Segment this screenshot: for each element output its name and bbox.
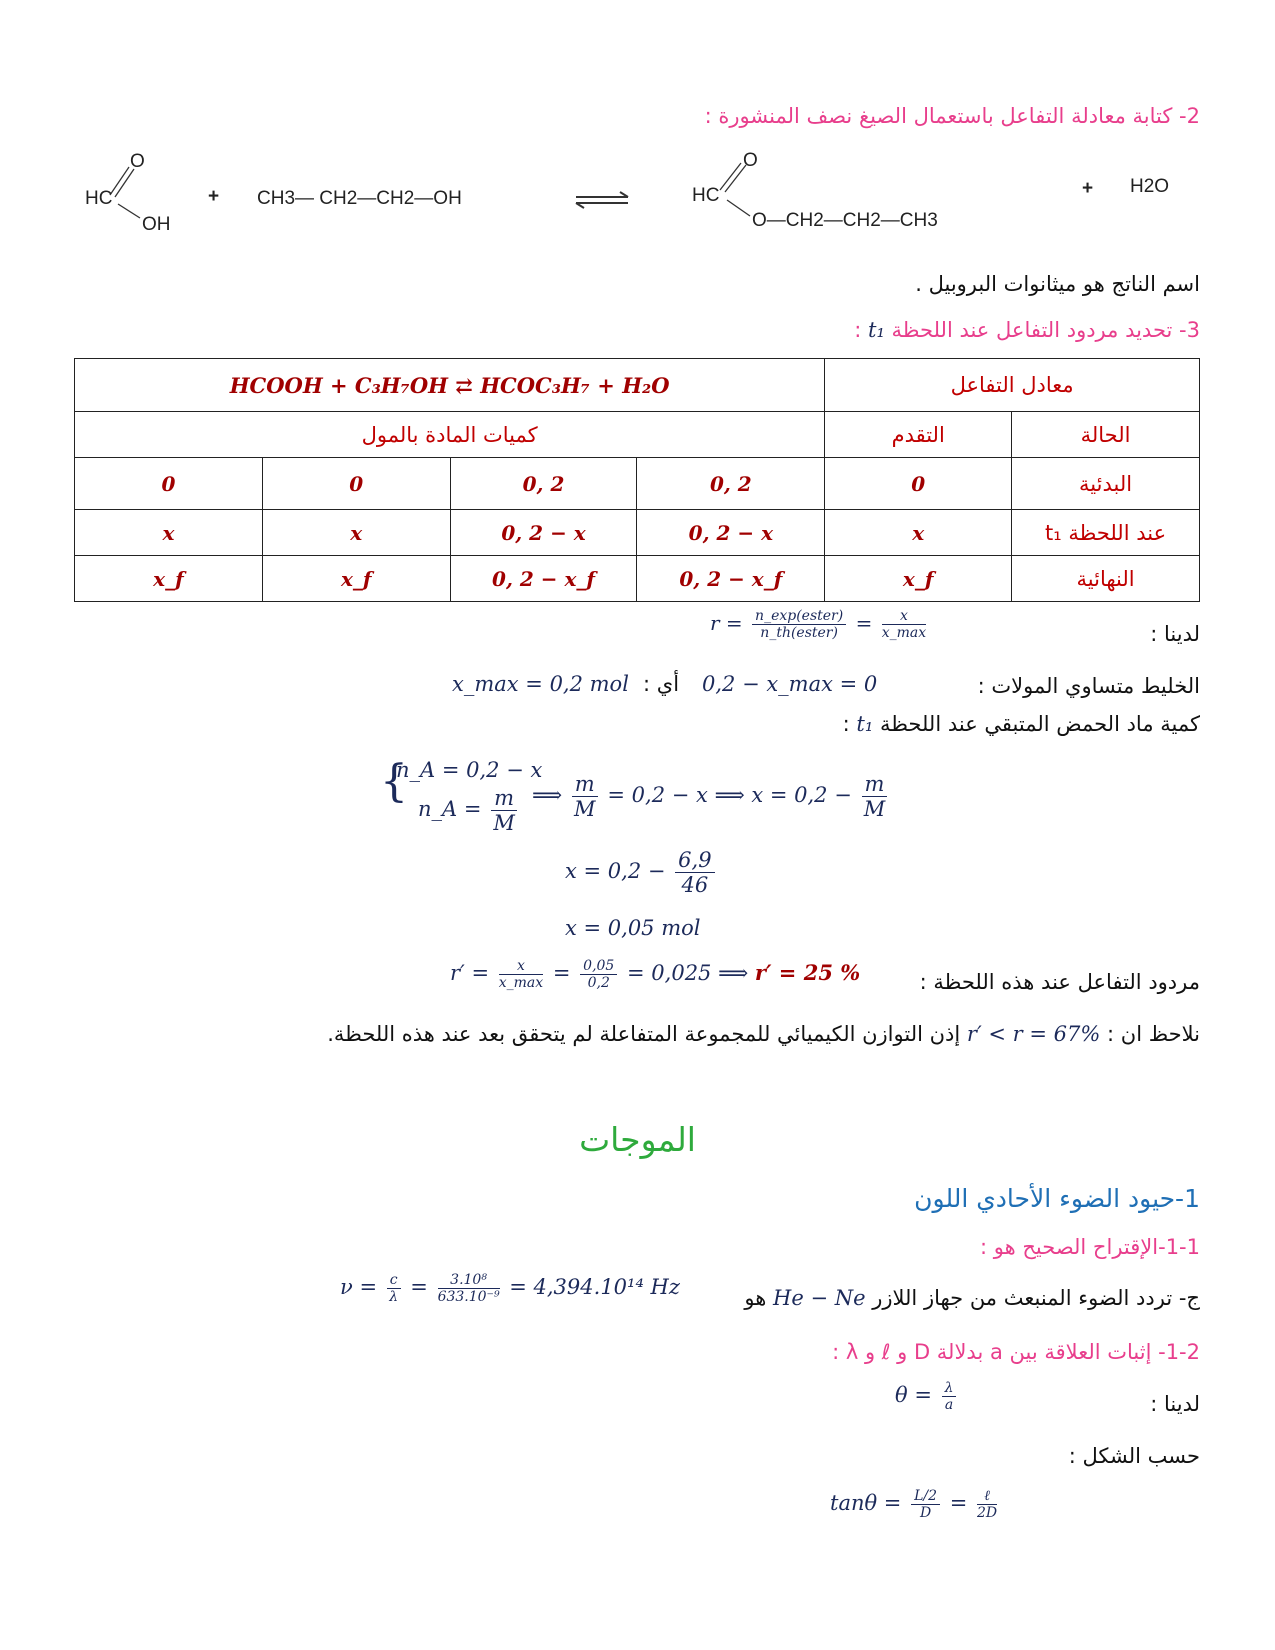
implication-chain	[532, 772, 890, 821]
eq-xmax: 0,2 − x_max = 0	[702, 672, 878, 696]
M-den-2: M	[574, 797, 596, 822]
cell-advance: 0	[825, 458, 1012, 510]
equimolar-label: الخليط متساوي المولات :	[977, 674, 1200, 698]
nu-value: = 4,394.10¹⁴ Hz	[509, 1275, 680, 1300]
cell-advance: x	[825, 510, 1012, 556]
remaining-acid-var: t₁	[856, 712, 874, 736]
section-3-var: t₁	[868, 318, 885, 342]
ell-num: ℓ	[977, 1488, 997, 1505]
x-result: x = 0,05 mol	[565, 916, 701, 940]
xmax-den: x_max	[881, 625, 927, 642]
cell-c1: 0, 2 − x_f	[637, 556, 825, 602]
rp-xmax: x_max	[498, 975, 544, 992]
table-eq-label: معادل التفاعل	[825, 359, 1200, 412]
acid-oxygen: O	[130, 151, 145, 172]
table-row	[75, 458, 1200, 510]
a-den: a	[944, 1397, 954, 1414]
remaining-acid-text: كمية ماد الحمض المتبقي عند اللحظة	[879, 712, 1200, 736]
rp-eq: =	[552, 961, 571, 986]
x-num: x	[882, 608, 926, 625]
d633: 633.10⁻⁹	[437, 1289, 500, 1306]
D-den: D	[919, 1505, 932, 1522]
w12-title: 1-2- إثبات العلاقة بين a بدلالة D و ℓ و λ :	[832, 1340, 1200, 1364]
cell-c2: 0, 2 − x	[450, 510, 637, 556]
xmax-value: x_max = 0,2 mol	[452, 672, 629, 696]
nA-line-2	[418, 786, 520, 835]
cell-c3: x_f	[262, 556, 450, 602]
reaction-bonds	[80, 150, 1230, 240]
yield-label: مردود التفاعل عند هذه اللحظة :	[919, 970, 1200, 994]
w11-title: 1-1-الإقتراح الصحيح هو :	[980, 1235, 1200, 1259]
cell-c1: 0, 2	[637, 458, 825, 510]
lambda-den: λ	[389, 1289, 399, 1306]
cell-c3: 0	[262, 458, 450, 510]
cell-c4: x	[75, 510, 263, 556]
den-46: 46	[681, 873, 709, 898]
yield-computation	[450, 958, 860, 991]
notice-line	[327, 1022, 1200, 1046]
m-num: m	[491, 786, 517, 811]
rp-x: x	[499, 958, 543, 975]
r-lhs: r =	[710, 611, 743, 636]
cell-state: البدئية	[1012, 458, 1200, 510]
remaining-acid: كمية ماد الحمض المتبقي عند اللحظة t₁ :	[842, 712, 1200, 736]
m-num-3: m	[862, 772, 888, 797]
section-3-text: 3- تحديد مردود التفاعل عند اللحظة	[891, 318, 1200, 342]
eq-sign: =	[855, 611, 873, 636]
2D-den: 2D	[977, 1505, 998, 1522]
M-den-3: M	[863, 797, 886, 822]
notice-label: نلاحظ ان :	[1107, 1022, 1200, 1046]
mid-expr: = 0,2 − x	[607, 783, 708, 808]
product-name: اسم الناتج هو ميثانوات البروبيل .	[915, 272, 1200, 296]
acid-hydroxyl: OH	[142, 214, 171, 235]
water-formula: H2O	[1130, 176, 1170, 197]
rp-value: = 0,025 ⟹	[627, 961, 749, 986]
table-row	[75, 510, 1200, 556]
r-den: n_th(ester)	[760, 625, 838, 642]
notice-text: إذن التوازن الكيميائي للمجموعة المتفاعلة لم يتحقق بعد عند هذه اللحظة.	[327, 1022, 961, 1046]
nA-line-1: n_A = 0,2 − x	[396, 758, 543, 782]
cell-state: النهائية	[1012, 556, 1200, 602]
rp-lhs: r′ =	[450, 961, 490, 986]
alcohol-formula: CH3— CH2—CH2—OH	[257, 188, 462, 209]
w11-answer	[744, 1286, 1200, 1310]
cell-c2: 0, 2 − x_f	[450, 556, 637, 602]
yield-definition	[710, 608, 929, 641]
rp-02: 0,2	[587, 975, 610, 992]
plus-sign-2: +	[1082, 178, 1094, 199]
r-num: n_exp(ester)	[752, 608, 846, 625]
section-3-title: 3- تحديد مردود التفاعل عند اللحظة t₁ :	[854, 318, 1200, 342]
x-computation	[565, 848, 718, 897]
acid-hc: HC	[85, 188, 113, 209]
nu-eq: =	[410, 1275, 428, 1300]
waves-title: الموجات	[579, 1120, 696, 1159]
cell-c3: x	[262, 510, 450, 556]
c-num: c	[387, 1272, 401, 1289]
table-moles-label: كميات المادة بالمول	[75, 412, 825, 458]
ladayna-1: لدينا :	[1150, 622, 1200, 646]
num-69: 6,9	[675, 848, 714, 873]
reaction-scheme	[80, 150, 1230, 240]
cell-state: عند اللحظة t₁	[1012, 510, 1200, 556]
M-den: M	[493, 811, 515, 836]
table-row	[75, 556, 1200, 602]
lambda-num: λ	[942, 1380, 957, 1397]
nA2-lhs: n_A =	[418, 797, 482, 822]
laser-name: He − Ne	[773, 1286, 866, 1310]
tan-formula	[830, 1488, 1000, 1521]
cell-c4: x_f	[75, 556, 263, 602]
cell-c2: 0, 2	[450, 458, 637, 510]
rp-005: 0,05	[580, 958, 617, 975]
frequency-formula	[340, 1272, 680, 1305]
table-advance-label: التقدم	[825, 412, 1012, 458]
ester-hc: HC	[692, 185, 720, 206]
huwa: هو	[744, 1286, 767, 1310]
x-eq: x = 0,2 −	[565, 859, 666, 884]
section-2-title: 2- كتابة معادلة التفاعل باستعمال الصيغ نصف المنشورة :	[704, 104, 1200, 128]
ester-chain: O—CH2—CH2—CH3	[752, 210, 938, 231]
table-equation: HCOOH + C₃H₇OH ⇄ HCOC₃H₇ + H₂O	[75, 359, 825, 412]
ladayna-2: لدينا :	[1150, 1392, 1200, 1416]
n3: 3.10⁸	[438, 1272, 500, 1289]
w11-text: ج- تردد الضوء المنبعث من جهاز اللازر	[872, 1286, 1200, 1310]
L2-num: L/2	[911, 1488, 940, 1505]
theta-formula	[895, 1380, 959, 1413]
cell-c1: 0, 2 − x	[637, 510, 825, 556]
advancement-table	[74, 358, 1200, 602]
m-num-2: m	[572, 772, 598, 797]
tan-eq: =	[949, 1491, 968, 1516]
nu-lhs: ν =	[340, 1275, 378, 1300]
implies-1: ⟹	[532, 783, 563, 808]
rp-result: r′ = 25 %	[754, 960, 861, 986]
implies-2: ⟹ x = 0,2 −	[714, 783, 852, 808]
cell-advance: x_f	[825, 556, 1012, 602]
theta-lhs: θ =	[895, 1383, 932, 1408]
system-equations: { n_A = 0,2 − x n_A = $\frac{m}{M}$ ⟹ $\frac{m}{M}$ = 0,2 − x ⟹ x = 0,2 − $\frac{m}{M}$	[380, 756, 900, 836]
figure-label: حسب الشكل :	[1068, 1444, 1200, 1468]
notice-compare: r′ < r = 67%	[966, 1022, 1101, 1046]
plus-sign: +	[208, 186, 220, 207]
cell-c4: 0	[75, 458, 263, 510]
tan-lhs: tanθ =	[830, 1491, 902, 1516]
ay-label: أي :	[643, 672, 680, 696]
table-state-label: الحالة	[1012, 412, 1200, 458]
w1-title: 1-حيود الضوء الأحادي اللون	[914, 1184, 1200, 1213]
ester-oxygen: O	[743, 150, 758, 171]
